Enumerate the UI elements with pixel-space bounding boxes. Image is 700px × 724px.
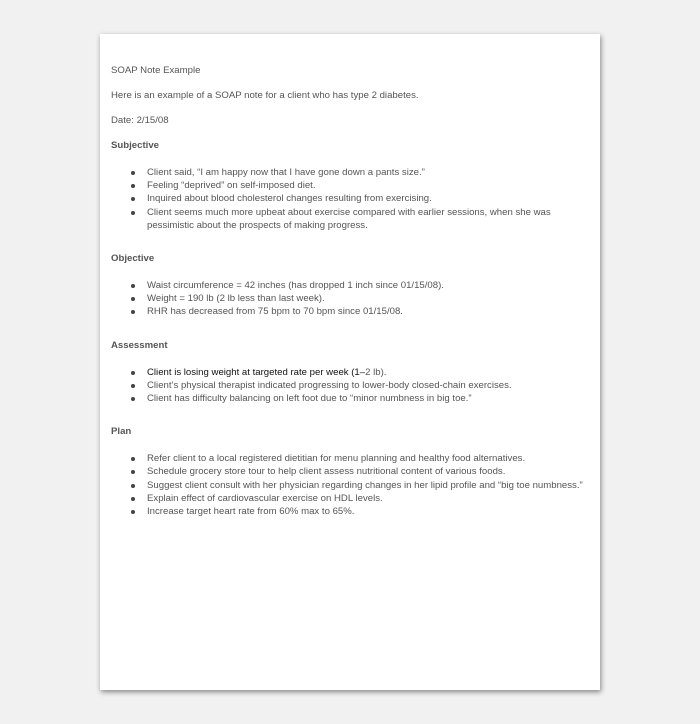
- list-item: Client said, “I am happy now that I have gone down a pants size.”: [147, 166, 591, 179]
- plan-list: [111, 452, 591, 518]
- assessment-list: [111, 366, 591, 406]
- list-item: Feeling “deprived” on self-imposed diet.: [147, 179, 591, 192]
- assessment-heading: Assessment: [111, 339, 168, 351]
- list-item: Weight = 190 lb (2 lb less than last week).: [147, 292, 591, 305]
- list-item: Increase target heart rate from 60% max to 65%.: [147, 505, 591, 518]
- list-item: Explain effect of cardiovascular exercise on HDL levels.: [147, 492, 591, 505]
- note-date: Date: 2/15/08: [111, 115, 169, 126]
- list-item: Client seems much more upbeat about exercise compared with earlier sessions, when she was pessimistic about the prospects of making progress.: [147, 206, 591, 232]
- subjective-list: [111, 166, 591, 232]
- objective-list: [111, 279, 591, 319]
- document-page: [100, 34, 600, 690]
- list-item: RHR has decreased from 75 bpm to 70 bpm since 01/15/08.: [147, 305, 591, 318]
- document-content: [111, 64, 591, 518]
- objective-heading: Objective: [111, 253, 155, 265]
- list-item: Suggest client consult with her physician regarding changes in her lipid profile and “big toe numbness.”: [147, 479, 591, 492]
- list-item: Schedule grocery store tour to help client assess nutritional content of various foods.: [147, 465, 591, 478]
- assessment-item-emphasis: Client is losing weight at targeted rate per week (1–: [147, 366, 366, 378]
- list-item: Waist circumference = 42 inches (has dropped 1 inch since 01/15/08).: [147, 279, 591, 292]
- list-item: Client’s physical therapist indicated progressing to lower-body closed-chain exercises.: [147, 379, 591, 392]
- intro-text: Here is an example of a SOAP note for a client who has type 2 diabetes.: [111, 90, 419, 101]
- list-item: [147, 366, 591, 379]
- subjective-heading: Subjective: [111, 140, 159, 151]
- assessment-item-rest: 2 lb).: [365, 366, 387, 378]
- list-item: Inquired about blood cholesterol changes resulting from exercising.: [147, 192, 591, 205]
- plan-heading: Plan: [111, 426, 132, 438]
- list-item: Refer client to a local registered dietitian for menu planning and healthy food alternatives.: [147, 452, 591, 465]
- document-title: SOAP Note Example: [111, 65, 201, 76]
- list-item: Client has difficulty balancing on left foot due to “minor numbness in big toe.”: [147, 392, 591, 405]
